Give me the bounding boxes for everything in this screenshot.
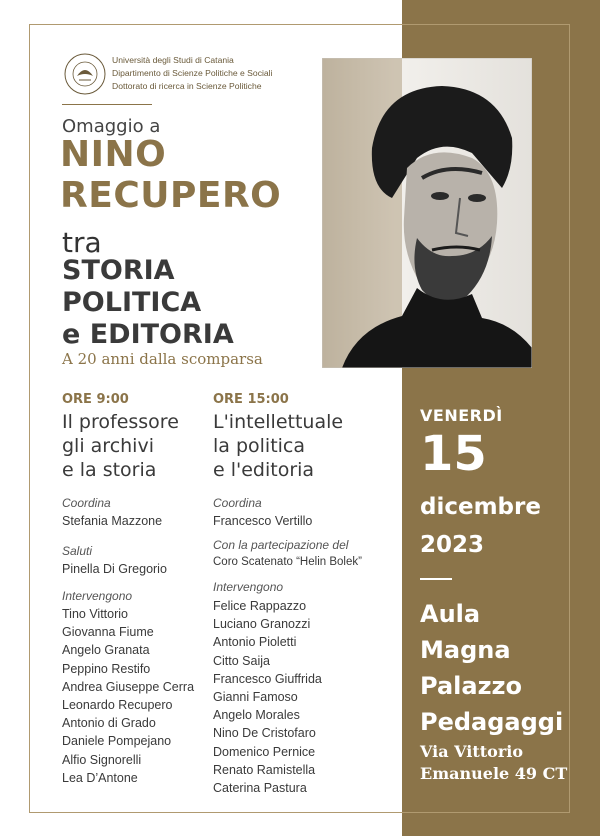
event-weekday: VENERDÌ [420, 406, 503, 425]
speaker: Felice Rappazzo [213, 599, 307, 613]
university-header [112, 54, 273, 93]
speaker: Luciano Granozzi [213, 617, 311, 632]
department-line: Dipartimento di Scienze Politiche e Sociali [112, 68, 273, 78]
speaker: Citto Saija [213, 653, 270, 668]
session-1-title-line: e la storia [62, 459, 157, 481]
speaker: Renato Ramistella [213, 762, 316, 777]
topic-politica: POLITICA [62, 287, 202, 318]
session-1-title-line: Il professore [62, 411, 179, 433]
speaker: Daniele Pompejano [62, 734, 172, 749]
session-2-title-line: la politica [213, 435, 306, 457]
session-1-saluti-name: Pinella Di Gregorio [62, 562, 167, 576]
speaker: Angelo Granata [62, 643, 150, 658]
speaker: Andrea Giuseppe Cerra [62, 679, 195, 694]
event-divider [420, 578, 452, 580]
session-1-intervengono-label: Intervengono [62, 589, 133, 603]
divider [62, 104, 152, 105]
event-month: dicembre [420, 494, 541, 520]
speaker: Nino De Cristofaro [213, 726, 316, 741]
session-2-title-line: e l'editoria [213, 459, 315, 481]
speaker: Gianni Famoso [213, 690, 298, 705]
portrait-photo [322, 58, 532, 368]
university-line: Università degli Studi di Catania [112, 55, 234, 65]
session-1-coordinator: Stefania Mazzone [62, 514, 163, 528]
event-place [420, 596, 563, 740]
address-line: Emanuele 49 CT [420, 764, 568, 783]
speaker: Francesco Giuffrida [213, 671, 322, 686]
session-1-title-line: gli archivi [62, 435, 154, 457]
topic-editoria: e EDITORIA [62, 319, 234, 350]
speaker: Lea D’Antone [62, 770, 138, 785]
omaggio-label: Omaggio a [62, 116, 161, 137]
session-1-coordina-label: Coordina [62, 496, 111, 510]
university-seal-logo [63, 52, 107, 96]
name-first: NINO [60, 134, 167, 175]
doctorate-line: Dottorato di ricerca in Scienze Politiche [112, 81, 262, 91]
session-2-title [213, 410, 383, 482]
event-year: 2023 [420, 532, 485, 558]
session-2-time: ORE 15:00 [213, 392, 289, 407]
session-2-coordina-label: Coordina [213, 496, 262, 510]
place-line: Palazzo [420, 672, 522, 700]
speaker: Leonardo Recupero [62, 698, 173, 713]
address-line: Via Vittorio [420, 742, 523, 761]
session-2-speakers [213, 597, 322, 797]
session-1-title [62, 410, 232, 482]
name-last: RECUPERO [60, 175, 282, 216]
session-2-partecipazione-label: Con la partecipazione del [213, 538, 349, 552]
speaker: Domenico Pernice [213, 744, 316, 759]
event-address [420, 741, 567, 785]
subtitle: A 20 anni dalla scomparsa [62, 350, 263, 368]
speaker: Antonio Pioletti [213, 635, 297, 650]
speaker: Caterina Pastura [213, 781, 307, 796]
session-2-coordinator: Francesco Vertillo [213, 514, 313, 528]
session-2-intervengono-label: Intervengono [213, 580, 284, 594]
place-line: Magna [420, 636, 511, 664]
speaker: Alfio Signorelli [62, 752, 142, 767]
speaker: Peppino Restifo [62, 661, 151, 676]
session-1-time: ORE 9:00 [62, 392, 129, 407]
speaker: Tino Vittorio [62, 607, 129, 621]
speaker: Giovanna Fiume [62, 625, 154, 640]
session-2-coro: Coro Scatenato “Helin Bolek” [213, 556, 362, 568]
session-2-title-line: L'intellettuale [213, 411, 344, 433]
place-line: Pedagaggi [420, 708, 564, 736]
topic-storia: STORIA [62, 255, 175, 286]
speaker: Antonio di Grado [62, 716, 156, 731]
tra-label: tra [62, 226, 102, 259]
place-line: Aula [420, 600, 481, 628]
session-1-speakers [62, 605, 194, 787]
session-1-saluti-label: Saluti [62, 544, 93, 558]
event-day: 15 [420, 426, 487, 482]
speaker: Angelo Morales [213, 708, 300, 723]
